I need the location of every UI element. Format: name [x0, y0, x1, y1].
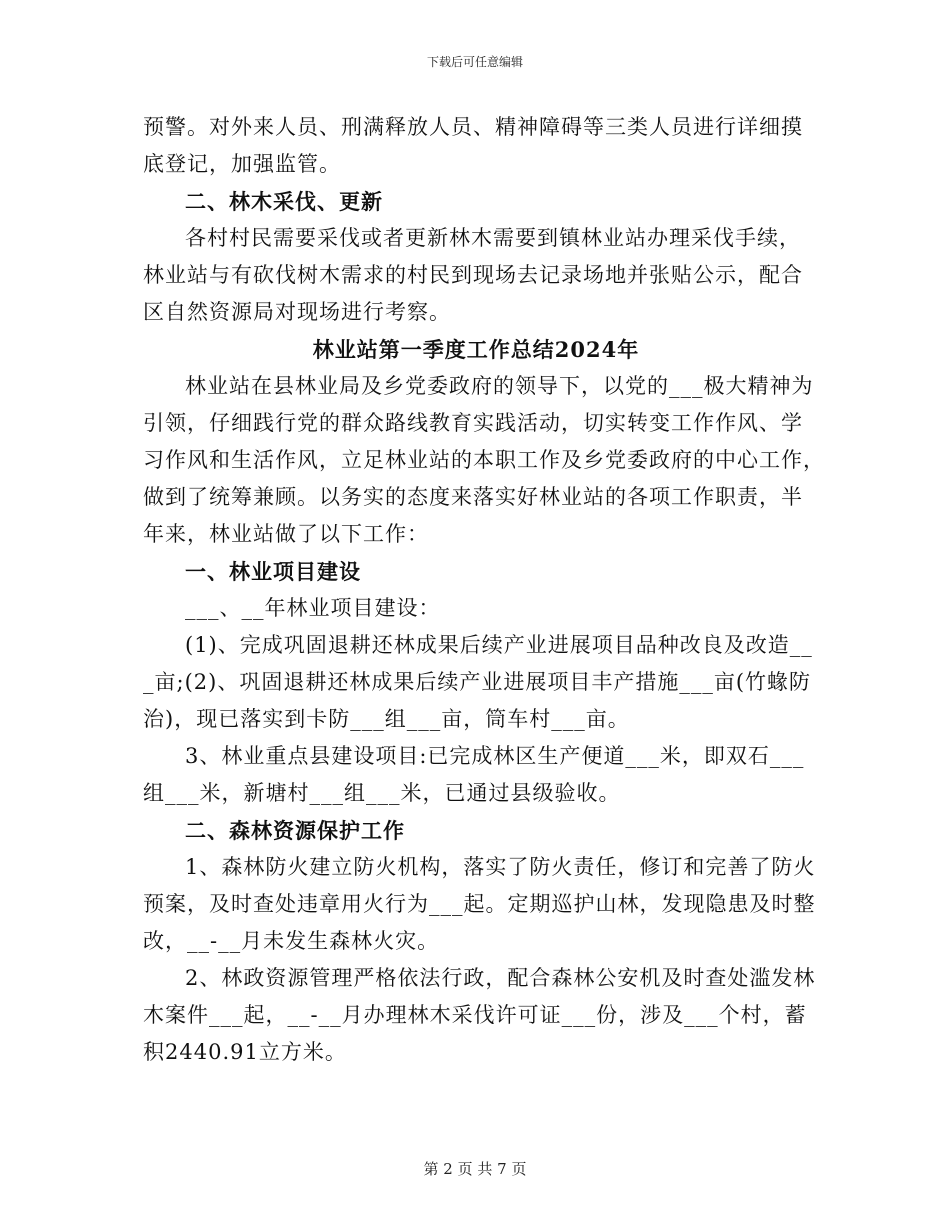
- body-line: 预案，及时查处违章用火行为___起。定期巡护山林，发现隐患及时整: [143, 892, 816, 916]
- body-line: 积2440.91立方米。: [143, 1040, 347, 1064]
- body-line: _亩;(2)、巩固退耕还林成果后续产业进展项目丰产措施___亩(竹蝝防: [143, 670, 812, 694]
- body-line: (1)、完成巩固退耕还林成果后续产业进展项目品种改良及改造__: [185, 633, 813, 657]
- body-line: 2、林政资源管理严格依法行政，配合森林公安机及时查处滥发林: [185, 966, 816, 990]
- document-title: 林业站第一季度工作总结2024年: [312, 337, 640, 362]
- body-line: 引领，仔细践行党的群众路线教育实践活动，切实转变工作作风、学: [143, 411, 803, 435]
- body-line: 治)，现已落实到卡防___组___亩，筒车村___亩。: [143, 707, 630, 731]
- body-line: 做到了统筹兼顾。以务实的态度来落实好林业站的各项工作职责，半: [143, 485, 803, 509]
- body-line: 组___米，新塘村___组___米，已通过县级验收。: [143, 781, 621, 805]
- body-line: 底登记，加强监管。: [143, 152, 341, 176]
- body-line: ___、__年林业项目建设：: [185, 596, 441, 620]
- body-line: 林业站与有砍伐树木需求的村民到现场去记录场地并张贴公示，配合: [143, 263, 803, 287]
- body-line: 预警。对外来人员、刑满释放人员、精神障碍等三类人员进行详细摸: [143, 115, 803, 139]
- section-heading: 一、林业项目建设: [185, 559, 361, 584]
- body-line: 3、林业重点县建设项目:已完成林区生产便道___米，即双石___: [185, 744, 805, 768]
- document-body: [143, 109, 825, 1071]
- page-header: 下载后可任意编辑: [426, 55, 523, 69]
- body-line: 1、森林防火建立防火机构，落实了防火责任，修订和完善了防火: [185, 855, 816, 879]
- section-heading: 二、森林资源保护工作: [185, 818, 405, 843]
- body-line: 习作风和生活作风，立足林业站的本职工作及乡党委政府的中心工作，: [143, 448, 825, 472]
- page-footer: 第 2 页 共 7 页: [423, 1160, 527, 1178]
- body-line: 区自然资源局对现场进行考察。: [143, 300, 451, 324]
- body-line: 木案件___起，__-__月办理林木采伐许可证___份，涉及___个村，蓄: [143, 1003, 807, 1027]
- body-line: 林业站在县林业局及乡党委政府的领导下，以党的___极大精神为: [185, 374, 814, 398]
- body-line: 各村村民需要采伐或者更新林木需要到镇林业站办理采伐手续，: [185, 226, 801, 250]
- body-line: 改，__-__月未发生森林火灾。: [143, 929, 440, 953]
- body-line: 年来，林业站做了以下工作：: [143, 522, 429, 546]
- section-heading: 二、林木采伐、更新: [185, 189, 383, 214]
